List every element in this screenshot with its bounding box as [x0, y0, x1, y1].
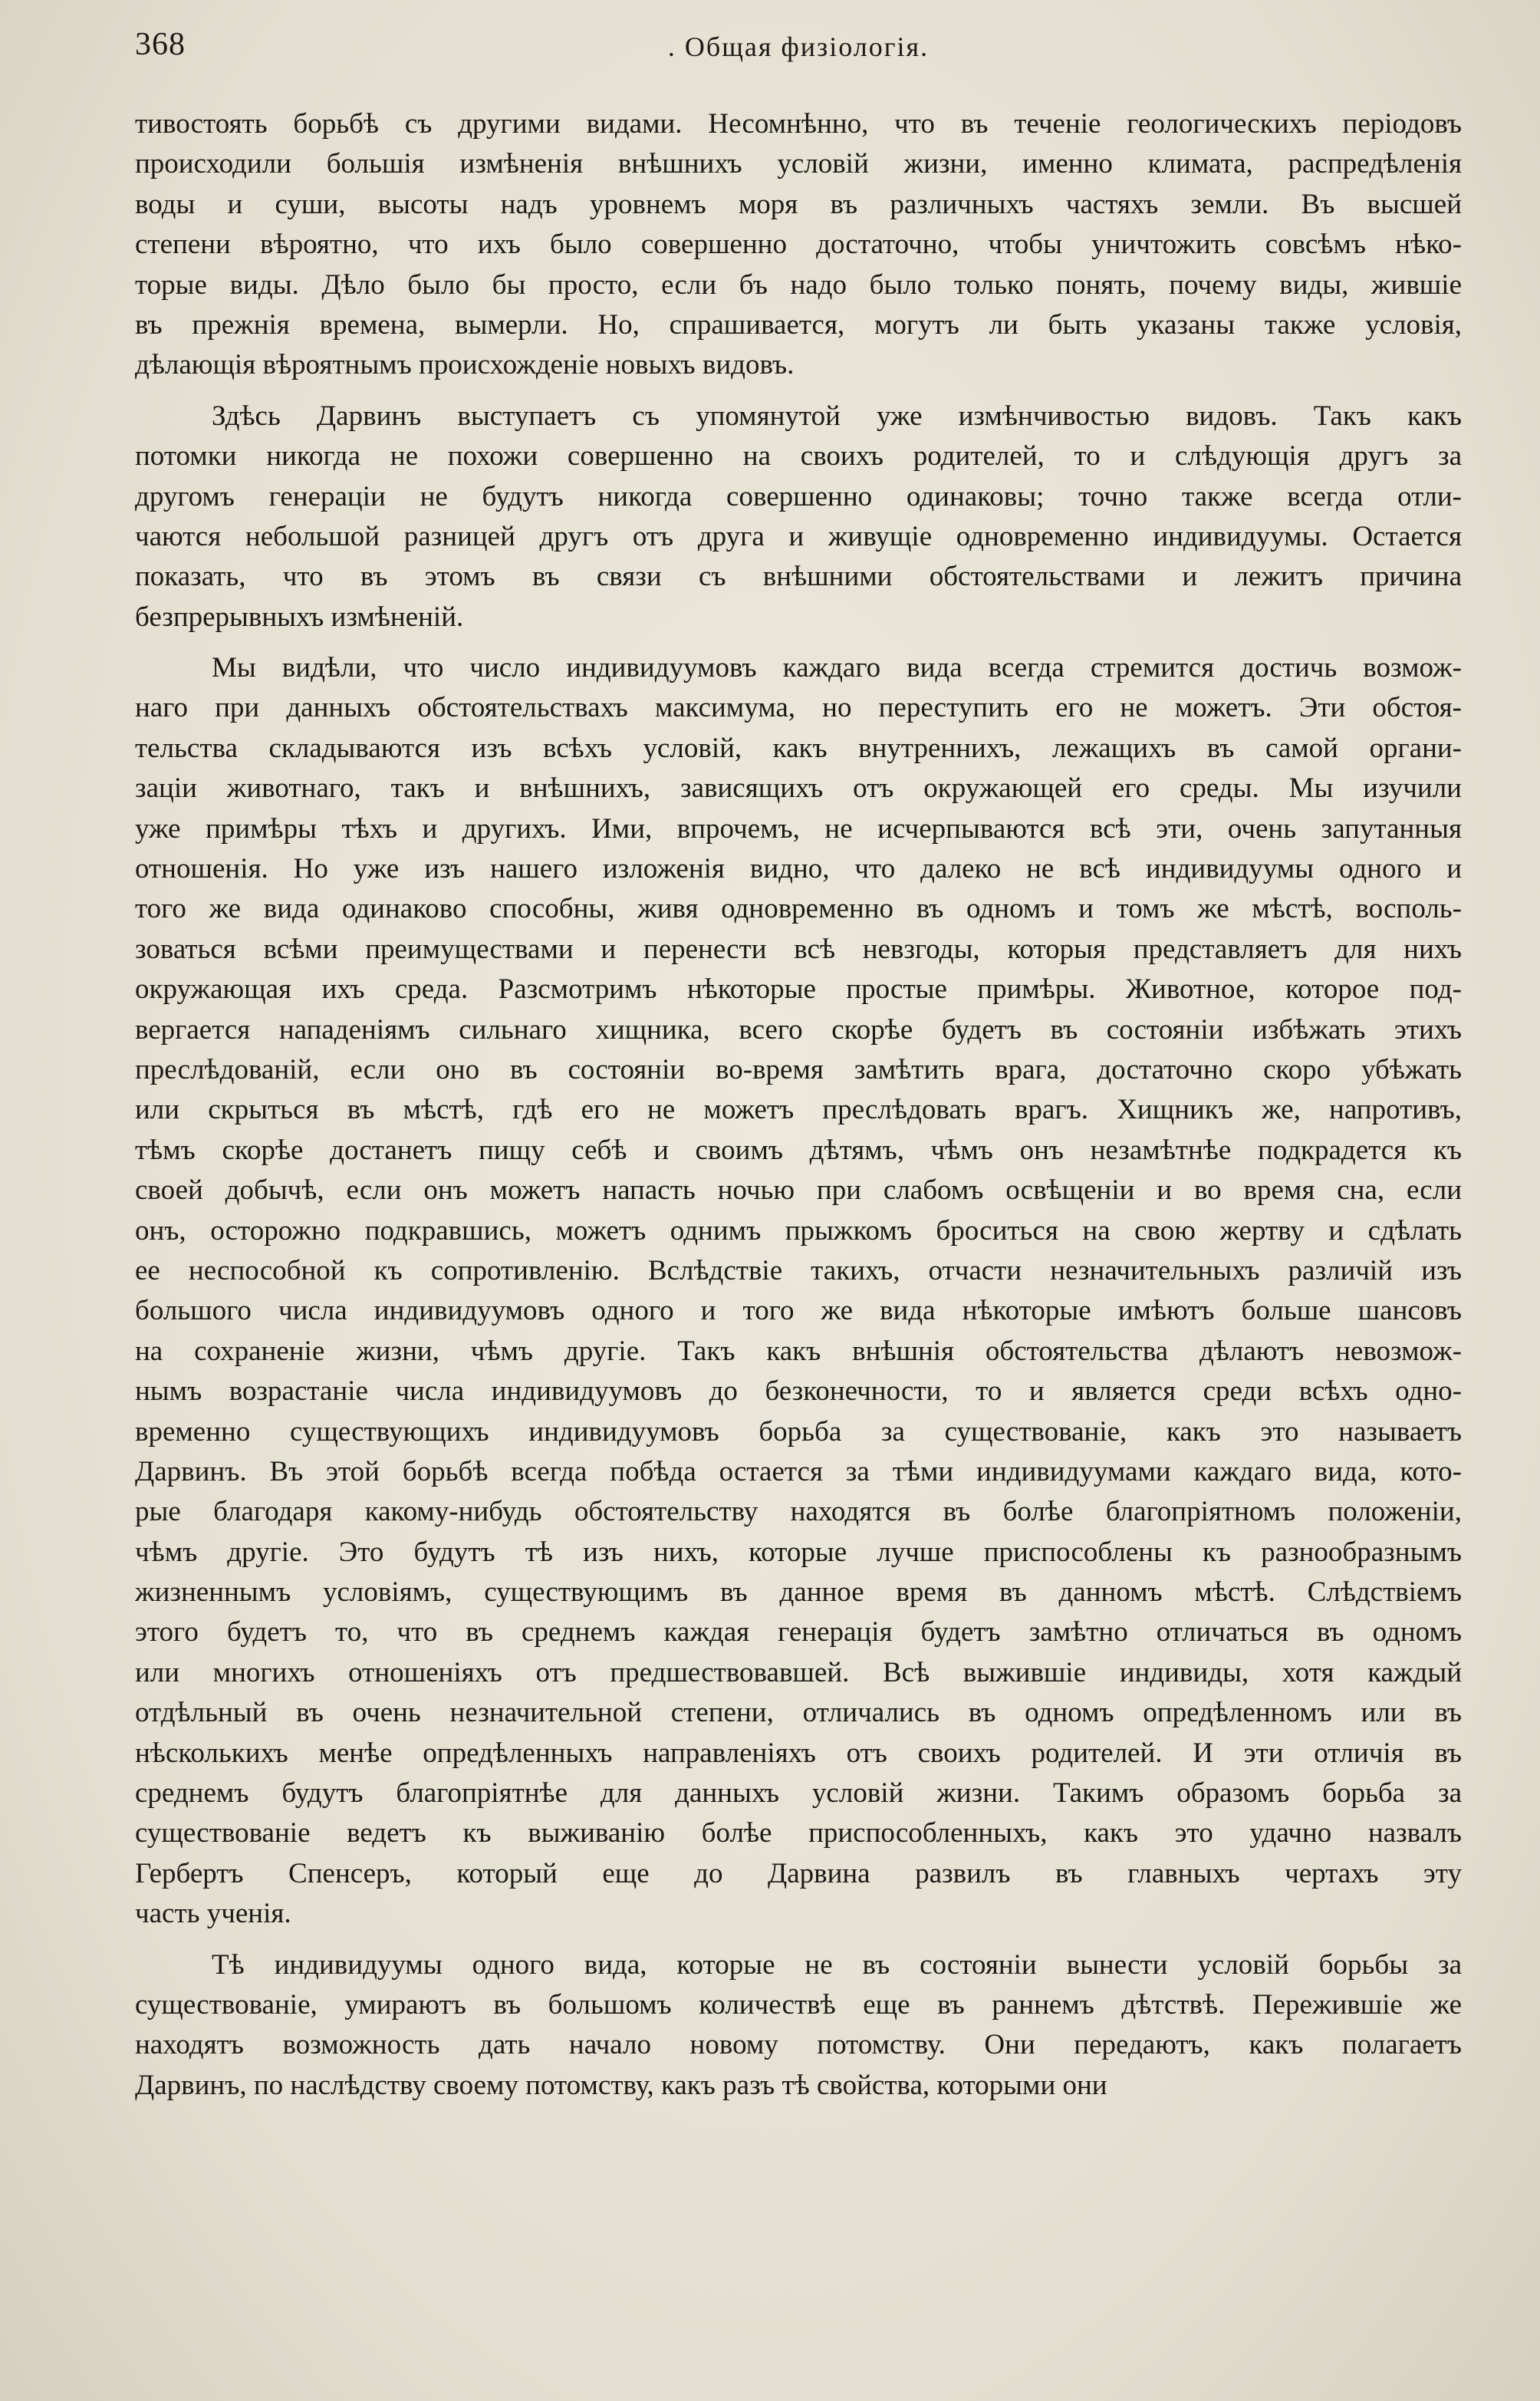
paragraph — [135, 397, 1462, 637]
text-line: зацiи животнаго, такъ и внѣшнихъ, зависящихъ отъ окружающей его среды. Мы изучили — [135, 772, 1462, 805]
text-line: своей добычѣ, если онъ можетъ напасть ночью при слабомъ освѣщенiи и во время сна, если — [135, 1174, 1462, 1207]
text-line: Гербертъ Спенсеръ, который еще до Дарвина развилъ въ главныхъ чертахъ эту — [135, 1857, 1462, 1889]
text-line: показать, что въ этомъ въ связи съ внѣшними обстоятельствами и лежитъ причина — [135, 561, 1462, 593]
text-line: дѣлающiя вѣроятнымъ происхожденiе новыхъ видовъ. — [135, 349, 795, 381]
text-line: среднемъ будутъ благопрiятнѣе для данныхъ условiй жизни. Такимъ образомъ борьба за — [135, 1777, 1462, 1810]
text-line: наго при данныхъ обстоятельствахъ максимума, но переступить его не можетъ. Эти обстоя- — [135, 692, 1462, 724]
text-line: ее неспособной къ сопротивленiю. Вслѣдствiе такихъ, отчасти незначительныхъ различiй изъ — [135, 1254, 1462, 1286]
running-title: . Общая физiологiя. — [667, 31, 930, 62]
text-line: отдѣльный въ очень незначительной степени, отличались въ одномъ опредѣленномъ или въ — [135, 1697, 1462, 1729]
text-line: происходили большiя измѣненiя внѣшнихъ условiй жизни, именно климата, распредѣленiя — [135, 148, 1462, 180]
text-line: онъ, осторожно подкравшись, можетъ однимъ прыжкомъ броситься на свою жертву и сдѣлать — [135, 1214, 1462, 1247]
text-line: на сохраненiе жизни, чѣмъ другiе. Такъ какъ внѣшнiя обстоятельства дѣлаютъ невозмож- — [135, 1335, 1462, 1367]
text-line: зоваться всѣми преимуществами и перенести всѣ невзгоды, которыя представляетъ для нихъ — [135, 933, 1462, 965]
paragraph — [135, 648, 1462, 1935]
text-line: преслѣдованiй, если оно въ состоянiи во-время замѣтить врага, достаточно скоро убѣжать — [135, 1053, 1462, 1085]
text-line: существованiе, умираютъ въ большомъ количествѣ еще въ раннемъ дѣтствѣ. Пережившiе же — [135, 1988, 1462, 2021]
running-head — [135, 26, 1462, 72]
paragraph — [135, 104, 1462, 386]
text-line: Дарвинъ, по наслѣдству своему потомству, какъ разъ тѣ свойства, которыми они — [135, 2069, 1107, 2101]
text-line: тельства складываются изъ всѣхъ условiй, какъ внутреннихъ, лежащихъ въ самой органи- — [135, 732, 1462, 764]
text-line: Здѣсь Дарвинъ выступаетъ съ упомянутой уже измѣнчивостью видовъ. Такъ какъ — [212, 400, 1462, 432]
text-line: чаются небольшой разницей другъ отъ друга и живущiе одновременно индивидуумы. Остается — [135, 520, 1462, 552]
text-line: жизненнымъ условiямъ, существующимъ въ данное время въ данномъ мѣстѣ. Слѣдствiемъ — [135, 1576, 1462, 1609]
page-number: 368 — [135, 27, 186, 62]
text-line: нымъ возрастанiе числа индивидуумовъ до безконечности, то и является среди всѣхъ одно- — [135, 1375, 1462, 1408]
paragraph-gap — [135, 386, 1462, 397]
text-line: этого будетъ то, что въ среднемъ каждая генерацiя будетъ замѣтно отличаться въ одномъ — [135, 1616, 1462, 1648]
paragraph-gap — [135, 1935, 1462, 1945]
text-line: рые благодаря какому-нибудь обстоятельству находятся въ болѣе благопрiятномъ положенiи, — [135, 1496, 1462, 1528]
text-line: потомки никогда не похожи совершенно на своихъ родителей, то и слѣдующiя другъ за — [135, 440, 1462, 473]
text-line: торые виды. Дѣло было бы просто, если бъ надо было только понять, почему виды, жившiе — [135, 268, 1462, 301]
text-line: тивостоять борьбѣ съ другими видами. Несомнѣнно, что въ теченiе геологическихъ перiодовъ — [135, 108, 1462, 140]
text-line: другомъ генерацiи не будутъ никогда совершенно одинаковы; точно также всегда отли- — [135, 480, 1462, 512]
text-line: часть ученiя. — [135, 1898, 291, 1930]
text-line: чѣмъ другiе. Это будутъ тѣ изъ нихъ, которые лучше приспособлены къ разнообразнымъ — [135, 1536, 1462, 1568]
text-line: временно существующихъ индивидуумовъ борьба за существованiе, какъ это называетъ — [135, 1415, 1462, 1448]
text-line: отношенiя. Но уже изъ нашего изложенiя видно, что далеко не всѣ индивидуумы одного и — [135, 853, 1462, 885]
text-line: или многихъ отношенiяхъ отъ предшествовавшей. Всѣ выжившiе индивиды, хотя каждый — [135, 1656, 1462, 1688]
text-line: безпрерывныхъ измѣненiй. — [135, 601, 464, 633]
text-line: въ прежнiя времена, вымерли. Но, спрашивается, могутъ ли быть указаны также условiя, — [135, 308, 1462, 341]
text-line: Мы видѣли, что число индивидуумовъ каждаго вида всегда стремится достичь возмож- — [212, 652, 1462, 684]
text-line: того же вида одинаково способны, живя одновременно въ одномъ и томъ же мѣстѣ, восполь- — [135, 893, 1462, 925]
text-line: тѣмъ скорѣе достанетъ пищу себѣ и своимъ дѣтямъ, чѣмъ онъ незамѣтнѣе подкрадется къ — [135, 1134, 1462, 1166]
paragraph-gap — [135, 637, 1462, 648]
text-line: вергается нападенiямъ сильнаго хищника, всего скорѣе будетъ въ состоянiи избѣжать этихъ — [135, 1013, 1462, 1046]
text-line: существованiе ведетъ къ выживанiю болѣе приспособленныхъ, какъ это удачно назвалъ — [135, 1817, 1462, 1849]
text-line: окружающая ихъ среда. Разсмотримъ нѣкоторые простые примѣры. Животное, которое под- — [135, 973, 1462, 1006]
text-line: большого числа индивидуумовъ одного и того же вида нѣкоторые имѣютъ больше шансовъ — [135, 1295, 1462, 1327]
text-line: находятъ возможность дать начало новому потомству. Они передаютъ, какъ полагаетъ — [135, 2029, 1462, 2061]
text-line: уже примѣры тѣхъ и другихъ. Ими, впрочемъ, не исчерпываются всѣ эти, очень запутанныя — [135, 812, 1462, 845]
text-line: Тѣ индивидуумы одного вида, которые не въ состоянiи вынести условiй борьбы за — [212, 1948, 1462, 1981]
text-line: воды и суши, высоты надъ уровнемъ моря въ различныхъ частяхъ земли. Въ высшей — [135, 188, 1462, 220]
text-line: Дарвинъ. Въ этой борьбѣ всегда побѣда остается за тѣми индивидуумами каждаго вида, кото- — [135, 1455, 1462, 1487]
body-text — [135, 104, 1462, 2106]
text-line: степени вѣроятно, что ихъ было совершенно достаточно, чтобы уничтожить совсѣмъ нѣко- — [135, 229, 1462, 261]
paragraph — [135, 1945, 1462, 2106]
text-line: или скрыться въ мѣстѣ, гдѣ его не можетъ преслѣдовать врагъ. Хищникъ же, напротивъ, — [135, 1094, 1462, 1126]
text-line: нѣсколькихъ менѣе опредѣленныхъ направленiяхъ отъ своихъ родителей. И эти отличiя въ — [135, 1737, 1462, 1769]
